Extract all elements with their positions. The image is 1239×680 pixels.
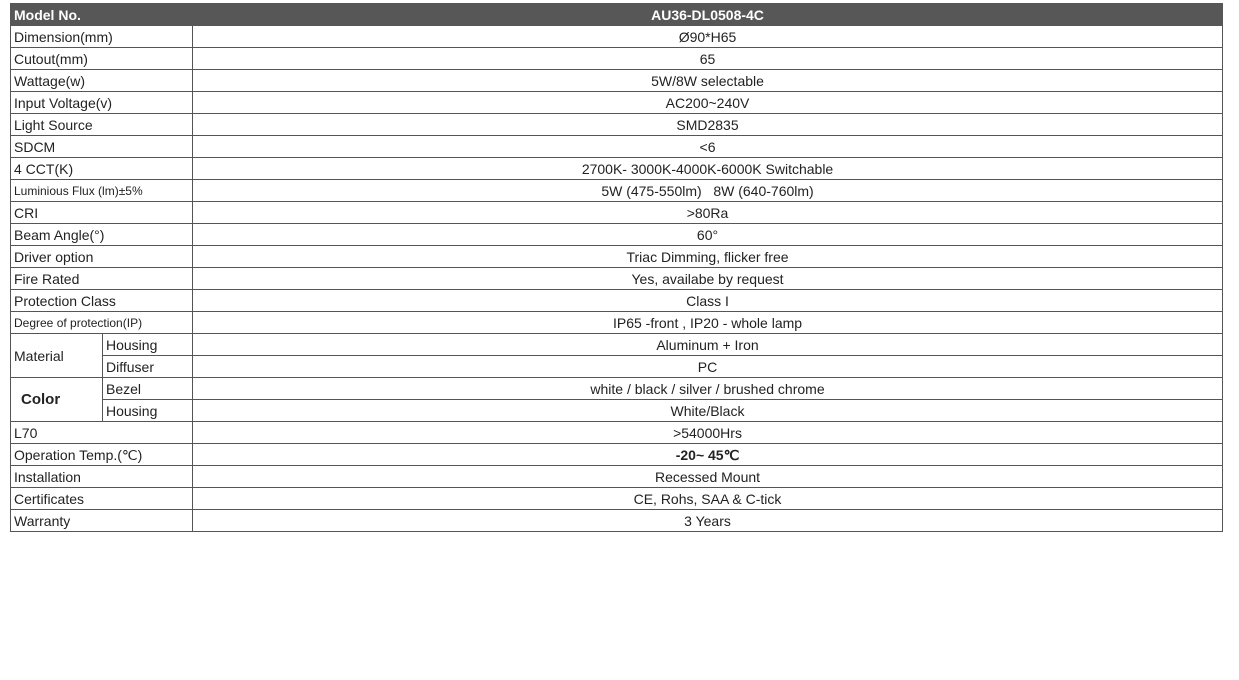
row-value: 5W/8W selectable	[193, 70, 1223, 92]
row-label: Warranty	[11, 510, 193, 532]
table-row	[11, 26, 1223, 48]
table-row	[11, 290, 1223, 312]
color-bezel-label: Bezel	[103, 378, 193, 400]
row-value: 65	[193, 48, 1223, 70]
spec-sheet	[10, 3, 1223, 532]
row-label: Light Source	[11, 114, 193, 136]
row-value: -20~ 45℃	[193, 444, 1223, 466]
table-row	[11, 136, 1223, 158]
table-row	[11, 466, 1223, 488]
table-row	[11, 48, 1223, 70]
row-value: 5W (475-550lm) 8W (640-760lm)	[193, 180, 1223, 202]
row-label: Dimension(mm)	[11, 26, 193, 48]
material-diffuser-label: Diffuser	[103, 356, 193, 378]
table-header-row	[11, 4, 1223, 26]
row-value: <6	[193, 136, 1223, 158]
color-housing-row	[11, 400, 1223, 422]
material-housing-label: Housing	[103, 334, 193, 356]
row-value: 3 Years	[193, 510, 1223, 532]
row-label: Protection Class	[11, 290, 193, 312]
color-bezel-row	[11, 378, 1223, 400]
table-row	[11, 488, 1223, 510]
row-value: >54000Hrs	[193, 422, 1223, 444]
row-value: CE, Rohs, SAA & C-tick	[193, 488, 1223, 510]
row-label: Operation Temp.(℃)	[11, 444, 193, 466]
row-value: Recessed Mount	[193, 466, 1223, 488]
row-label: Degree of protection(IP)	[11, 312, 193, 334]
table-row	[11, 510, 1223, 532]
row-label: Driver option	[11, 246, 193, 268]
color-bezel-value: white / black / silver / brushed chrome	[193, 378, 1223, 400]
row-value: 60°	[193, 224, 1223, 246]
table-row	[11, 268, 1223, 290]
spec-table	[10, 3, 1223, 532]
color-housing-label: Housing	[103, 400, 193, 422]
row-label: Wattage(w)	[11, 70, 193, 92]
color-housing-value: White/Black	[193, 400, 1223, 422]
row-label: SDCM	[11, 136, 193, 158]
row-label: L70	[11, 422, 193, 444]
row-value: Yes, availabe by request	[193, 268, 1223, 290]
table-row	[11, 180, 1223, 202]
table-row	[11, 158, 1223, 180]
table-row	[11, 422, 1223, 444]
table-row	[11, 246, 1223, 268]
row-value: Class I	[193, 290, 1223, 312]
material-housing-value: Aluminum + Iron	[193, 334, 1223, 356]
row-label: Beam Angle(°)	[11, 224, 193, 246]
row-value: 2700K- 3000K-4000K-6000K Switchable	[193, 158, 1223, 180]
table-row	[11, 114, 1223, 136]
row-label: Certificates	[11, 488, 193, 510]
row-value: Triac Dimming, flicker free	[193, 246, 1223, 268]
row-value: >80Ra	[193, 202, 1223, 224]
row-label: CRI	[11, 202, 193, 224]
table-row	[11, 312, 1223, 334]
row-label: Luminious Flux (lm)±5%	[11, 180, 193, 202]
material-housing-row	[11, 334, 1223, 356]
row-value: Ø90*H65	[193, 26, 1223, 48]
material-label: Material	[11, 334, 103, 378]
table-row	[11, 70, 1223, 92]
row-value: SMD2835	[193, 114, 1223, 136]
row-value: IP65 -front , IP20 - whole lamp	[193, 312, 1223, 334]
color-label: Color	[11, 378, 103, 422]
table-row	[11, 224, 1223, 246]
row-label: Fire Rated	[11, 268, 193, 290]
row-label: Installation	[11, 466, 193, 488]
material-diffuser-value: PC	[193, 356, 1223, 378]
model-value: AU36-DL0508-4C	[193, 4, 1223, 26]
table-row	[11, 202, 1223, 224]
row-label: Cutout(mm)	[11, 48, 193, 70]
table-row	[11, 444, 1223, 466]
material-diffuser-row	[11, 356, 1223, 378]
table-row	[11, 92, 1223, 114]
model-label: Model No.	[11, 4, 193, 26]
row-value: AC200~240V	[193, 92, 1223, 114]
row-label: 4 CCT(K)	[11, 158, 193, 180]
row-label: Input Voltage(v)	[11, 92, 193, 114]
